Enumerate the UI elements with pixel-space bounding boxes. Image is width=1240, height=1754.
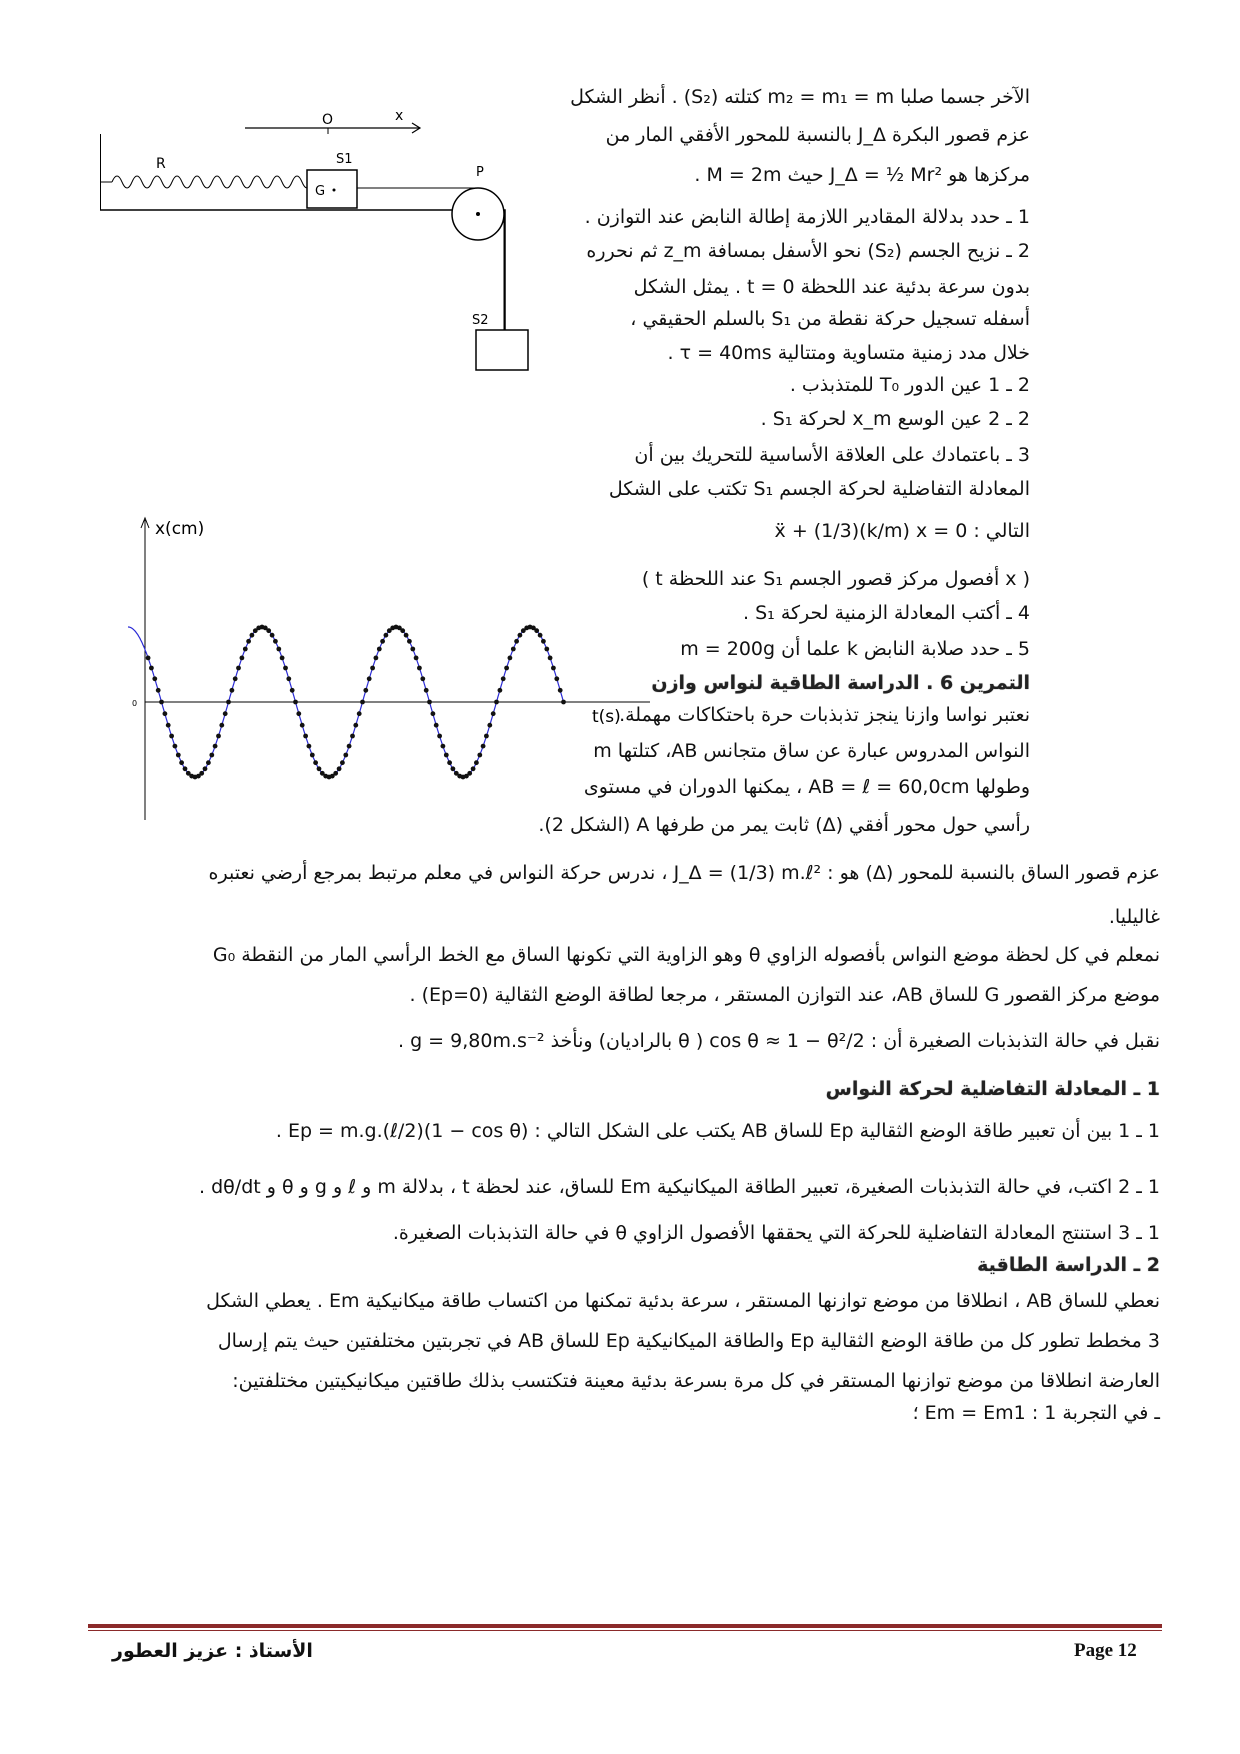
text-line-5: 2 ـ نزيح الجسم (S₂) نحو الأسفل بمسافة z_m ثم نحرره xyxy=(586,240,1030,262)
text-line-15: 4 ـ أكتب المعادلة الزمنية لحركة S₁ . xyxy=(743,602,1030,624)
x-axis-label: t(s) xyxy=(592,707,621,727)
data-point xyxy=(474,760,479,765)
data-point xyxy=(280,656,285,661)
data-point xyxy=(240,656,245,661)
data-point xyxy=(558,688,563,693)
data-point xyxy=(481,744,486,749)
data-point xyxy=(337,766,342,771)
text-line-17: نعتبر نواسا وازنا ينجز تذبذبات حرة باحتكاكات مهملة. xyxy=(619,704,1030,726)
data-point xyxy=(296,711,301,716)
data-point xyxy=(534,628,539,633)
label-P: P xyxy=(476,165,484,180)
data-point xyxy=(410,647,415,652)
data-point xyxy=(149,666,154,671)
data-point xyxy=(163,711,168,716)
data-point xyxy=(270,633,275,638)
data-point xyxy=(437,734,442,739)
data-point xyxy=(350,734,355,739)
label-O: O xyxy=(322,112,334,128)
data-point xyxy=(213,744,218,749)
data-point xyxy=(447,760,452,765)
text-line-21: عزم قصور الساق بالنسبة للمحور (Δ) هو : J_Δ = (1/3) m.ℓ² ، ندرس حركة النواس في معلم مرتبط بمرجع أرضي نعتبره xyxy=(208,862,1160,884)
text-line-18: النواس المدروس عبارة عن ساق متجانس AB، كتلتها m xyxy=(593,740,1030,762)
data-point xyxy=(203,766,208,771)
data-point xyxy=(357,711,362,716)
text-line-2: عزم قصور البكرة J_Δ بالنسبة للمحور الأفقي المار من xyxy=(605,124,1030,146)
data-point xyxy=(243,647,248,652)
data-point xyxy=(427,700,432,705)
footer-author: الأستاذ : عزيز العطور xyxy=(112,1640,313,1662)
data-point xyxy=(230,688,235,693)
data-point xyxy=(209,753,214,758)
data-point xyxy=(467,771,472,776)
section-2-title: 2 ـ الدراسة الطاقية xyxy=(977,1254,1160,1276)
exercise-6-title: التمرين 6 . الدراسة الطاقية لنواس وازن xyxy=(651,672,1030,694)
data-point xyxy=(183,766,188,771)
data-point xyxy=(538,633,543,638)
data-point xyxy=(544,647,549,652)
text-line-31: العارضة انطلاقا من موضع توازنها المستقر في كل مرة بسرعة بدئية معينة فتكتسب بذلك طاقتين ميكانيكيتين مختلفتين: xyxy=(232,1370,1160,1392)
block-s2 xyxy=(476,330,528,370)
data-point xyxy=(266,628,271,633)
data-point xyxy=(310,753,315,758)
footer-page-number: Page 12 xyxy=(1074,1640,1137,1661)
origin-label: 0 xyxy=(132,699,138,708)
data-point xyxy=(407,639,412,644)
data-point xyxy=(487,723,492,728)
data-point xyxy=(417,666,422,671)
text-line-26: 1 ـ 1 بين أن تعبير طاقة الوضع الثقالية Ep للساق AB يكتب على الشكل التالي : Ep = m.g.(ℓ/2)(1 − cos θ) . xyxy=(275,1120,1160,1142)
data-point xyxy=(156,688,161,693)
data-point xyxy=(206,760,211,765)
text-line-12: المعادلة التفاضلية لحركة الجسم S₁ تكتب على الشكل xyxy=(608,478,1030,500)
data-point xyxy=(400,628,405,633)
text-line-20: رأسي حول محور أفقي (Δ) ثابت يمر من طرفها A (الشكل 2). xyxy=(538,814,1030,836)
text-line-11: 3 ـ باعتمادك على العلاقة الأساسية للتحريك بين أن xyxy=(634,444,1030,466)
label-G: G xyxy=(315,184,326,199)
data-point xyxy=(169,734,174,739)
text-line-30: 3 مخطط تطور كل من طاقة الوضع الثقالية Ep والطاقة الميكانيكية Ep للساق AB في تجربتين مختلفتين حيث يتم إرسال xyxy=(217,1330,1160,1352)
data-point xyxy=(347,744,352,749)
data-point xyxy=(152,676,157,681)
label-R: R xyxy=(156,156,166,172)
data-point xyxy=(508,656,513,661)
data-point xyxy=(431,711,436,716)
data-point xyxy=(367,676,372,681)
data-point xyxy=(374,656,379,661)
data-point xyxy=(501,676,506,681)
text-line-22: غاليليا. xyxy=(1108,906,1160,928)
data-point xyxy=(471,766,476,771)
data-point xyxy=(380,639,385,644)
data-point xyxy=(223,711,228,716)
data-point xyxy=(414,656,419,661)
data-point xyxy=(353,723,358,728)
data-point xyxy=(494,700,499,705)
data-point xyxy=(199,771,204,776)
text-line-1: الآخر جسما صلبا m₂ = m₁ = m كتلته (S₂) . أنظر الشكل xyxy=(570,86,1030,108)
data-point xyxy=(451,766,456,771)
data-point xyxy=(313,760,318,765)
data-point xyxy=(307,744,312,749)
text-line-27: 1 ـ 2 اكتب، في حالة التذبذبات الصغيرة، تعبير الطاقة الميكانيكية Em للساق، عند لحظة t ، بدلالة m و ℓ و g و θ و dθ/dt . xyxy=(199,1176,1160,1198)
text-line-24: موضع مركز القصور G للساق AB، عند التوازن المستقر ، مرجعا لطاقة الوضع الثقالية (Ep=0) . xyxy=(409,984,1160,1006)
data-point xyxy=(340,760,345,765)
data-point xyxy=(384,633,389,638)
data-point xyxy=(286,676,291,681)
data-point xyxy=(176,753,181,758)
data-point xyxy=(343,753,348,758)
data-point xyxy=(504,666,509,671)
data-point xyxy=(363,688,368,693)
data-point xyxy=(216,734,221,739)
data-point xyxy=(236,666,241,671)
text-line-13: التالي : ẍ + (1/3)(k/m) x = 0 xyxy=(774,520,1030,542)
text-line-14: ( x أفصول مركز قصور الجسم S₁ عند اللحظة t ) xyxy=(641,568,1030,590)
label-S2: S2 xyxy=(472,313,489,328)
data-point xyxy=(226,700,231,705)
text-line-16: 5 ـ حدد صلابة النابض k علما أن m = 200g xyxy=(680,638,1030,660)
data-point xyxy=(290,688,295,693)
data-point xyxy=(179,760,184,765)
data-point xyxy=(159,700,164,705)
text-line-29: نعطي للساق AB ، انطلاقا من موضع توازنها المستقر ، سرعة بدئية تمكنها من اكتساب طاقة ميكانيكية Em . يعطي الشكل xyxy=(206,1290,1160,1312)
y-axis-label: x(cm) xyxy=(155,519,205,539)
data-point xyxy=(484,734,489,739)
text-line-10: 2 ـ 2 عين الوسع x_m لحركة S₁ . xyxy=(760,408,1030,430)
data-point xyxy=(404,633,409,638)
data-point xyxy=(491,711,496,716)
footer-divider-thin xyxy=(88,1630,1162,1631)
data-point xyxy=(293,700,298,705)
text-line-23: نمعلم في كل لحظة موضع النواس بأفصوله الزاوي θ وهو الزاوية التي تكونها الساق مع الخط الرأسي المار من النقطة G₀ xyxy=(212,944,1160,966)
data-point xyxy=(518,633,523,638)
figure-spring-pulley xyxy=(100,110,610,420)
label-x: x xyxy=(395,110,404,124)
data-point xyxy=(370,666,375,671)
data-point xyxy=(420,676,425,681)
data-point xyxy=(283,666,288,671)
data-point xyxy=(360,700,365,705)
text-line-4: 1 ـ حدد بدلالة المقادير اللازمة إطالة النابض عند التوازن . xyxy=(584,206,1030,228)
text-line-3: مركزها هو J_Δ = ½ Mr² حيث M = 2m . xyxy=(694,164,1030,186)
data-point xyxy=(424,688,429,693)
data-point xyxy=(511,647,516,652)
text-line-28: 1 ـ 3 استنتج المعادلة التفاضلية للحركة التي يحققها الأفصول الزاوي θ في حالة التذبذبات الصغيرة. xyxy=(392,1222,1160,1244)
data-point xyxy=(146,656,151,661)
data-point xyxy=(441,744,446,749)
section-1-title: 1 ـ المعادلة التفاضلية لحركة النواس xyxy=(825,1078,1160,1100)
data-point xyxy=(551,666,556,671)
label-S1: S1 xyxy=(336,152,353,167)
data-point xyxy=(276,647,281,652)
text-line-7: أسفله تسجيل حركة نقطة من S₁ بالسلم الحقيقي ، xyxy=(630,308,1030,330)
data-point xyxy=(166,723,171,728)
data-point xyxy=(233,676,238,681)
data-point xyxy=(554,676,559,681)
text-line-9: 2 ـ 1 عين الدور T₀ للمتذبذب . xyxy=(789,374,1030,396)
data-point xyxy=(303,734,308,739)
data-point xyxy=(514,639,519,644)
data-point xyxy=(317,766,322,771)
data-point xyxy=(548,656,553,661)
text-line-32: ـ في التجربة 1 : Em = Em1 ؛ xyxy=(912,1402,1160,1424)
text-line-19: وطولها AB = ℓ = 60,0cm ، يمكنها الدوران في مستوى xyxy=(583,776,1030,798)
data-point xyxy=(541,639,546,644)
text-line-25: نقبل في حالة التذبذبات الصغيرة أن : cos θ ≈ 1 − θ²/2 ( θ بالراديان) ونأخذ g = 9,80m.s⁻² . xyxy=(397,1030,1160,1052)
spring xyxy=(100,176,312,188)
data-point xyxy=(273,639,278,644)
data-point xyxy=(561,700,566,705)
text-line-6: بدون سرعة بدئية عند اللحظة t = 0 . يمثل الشكل xyxy=(633,276,1030,298)
data-point xyxy=(219,723,224,728)
data-point xyxy=(173,744,178,749)
data-point xyxy=(444,753,449,758)
data-point xyxy=(333,771,338,776)
footer-divider xyxy=(88,1624,1162,1628)
data-point xyxy=(434,723,439,728)
data-point xyxy=(477,753,482,758)
data-point xyxy=(250,633,255,638)
data-point xyxy=(498,688,503,693)
text-line-8: خلال مدد زمنية متساوية ومتتالية τ = 40ms . xyxy=(667,342,1030,364)
data-point xyxy=(246,639,251,644)
data-point xyxy=(300,723,305,728)
oscillation-chart xyxy=(120,510,650,830)
data-point xyxy=(377,647,382,652)
